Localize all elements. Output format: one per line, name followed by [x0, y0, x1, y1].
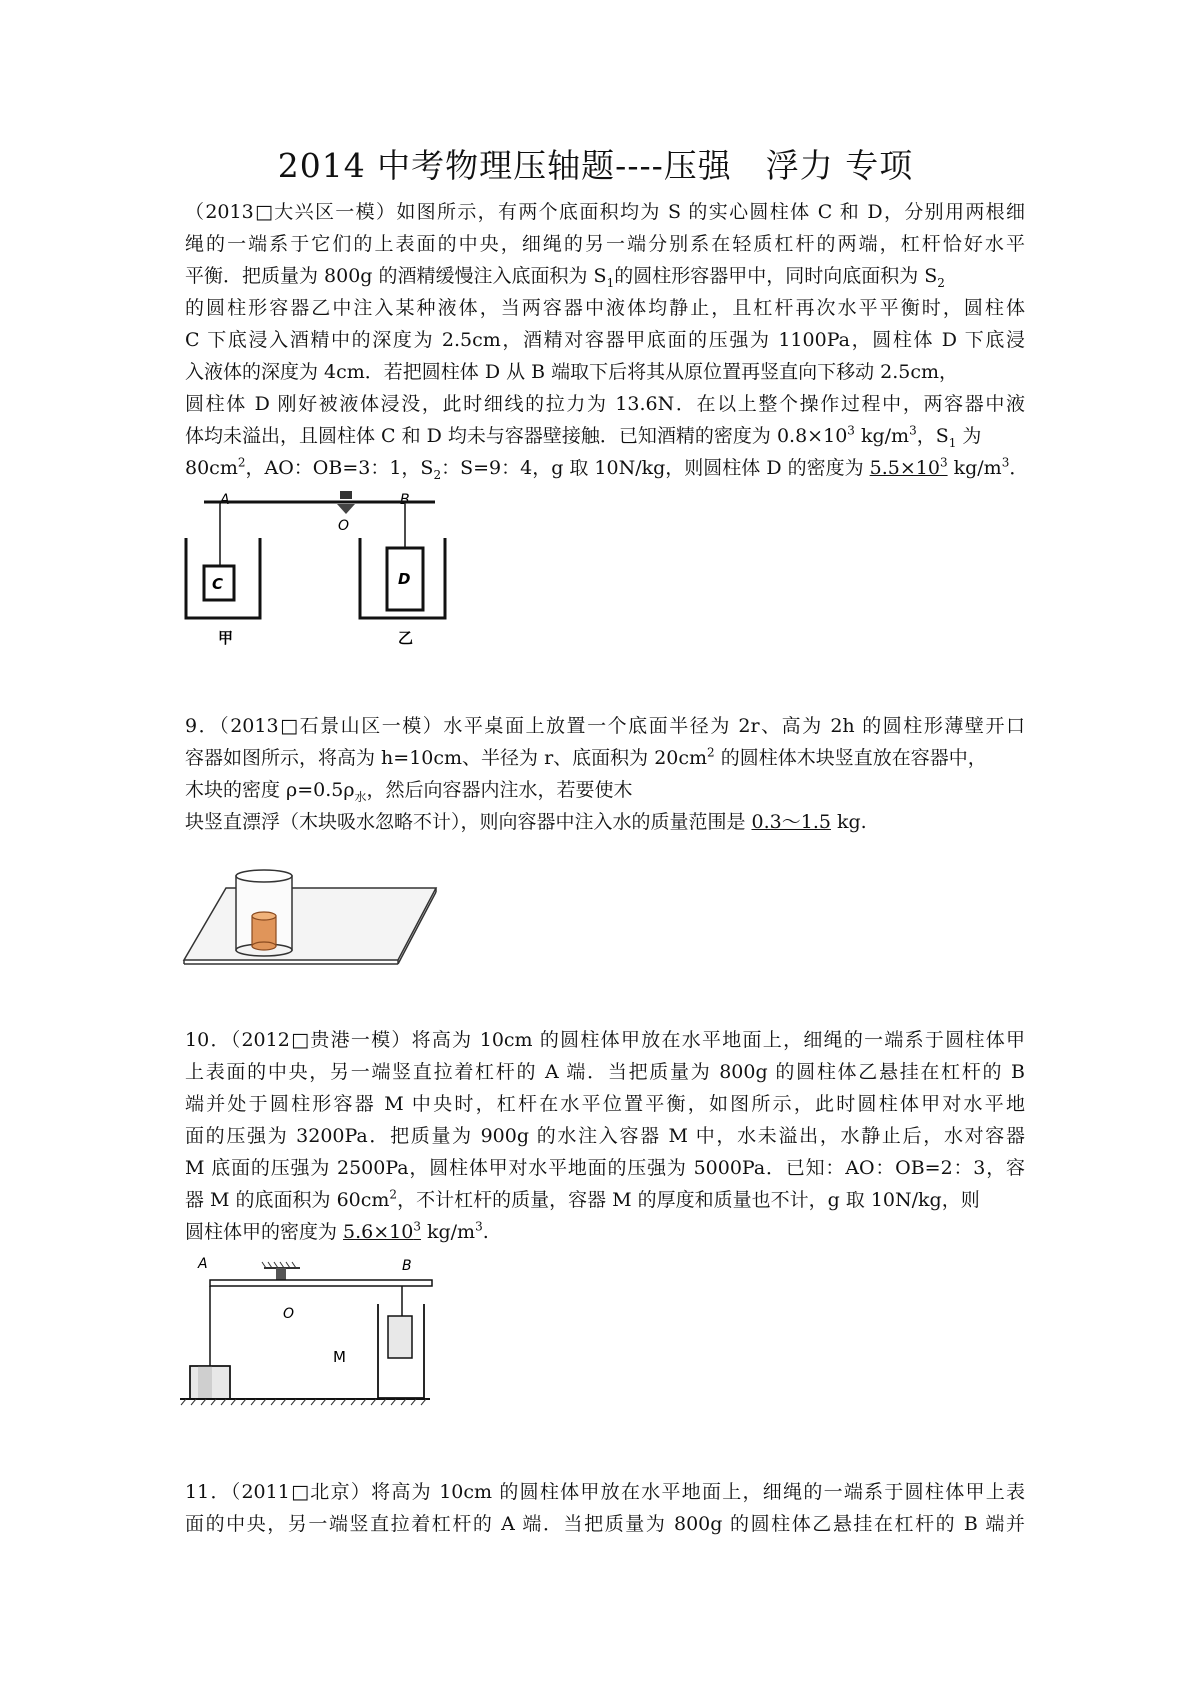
lever-bar	[210, 1280, 432, 1286]
question-9-line-1: 9．（2013□石景山区一模）水平桌面上放置一个底面半径为 2r、高为 2h 的圆柱形薄壁开口	[185, 715, 1025, 737]
answer-blank: 0.3～1.5	[751, 811, 831, 833]
pivot-icon	[276, 1268, 286, 1280]
question-10-line-7: 圆柱体甲的密度为 $5.6\times 10^3$ $kg/m^3$.	[185, 1219, 489, 1243]
question-10-line-2: 上表面的中央，另一端竖直拉着杠杆的 A 端．当把质量为 800g 的圆柱体乙悬挂在杠杆的 B	[185, 1061, 1025, 1083]
question-10-line-3: 端并处于圆柱形容器 M 中央时，杠杆在水平位置平衡，如图所示，此时圆柱体甲对水平地	[185, 1093, 1025, 1115]
label-c: C	[212, 575, 224, 593]
label-o: O	[283, 1306, 295, 1322]
question-11-line-1: 11．（2011□北京）将高为 10cm 的圆柱体甲放在水平地面上，细绳的一端系于圆柱体甲上表	[185, 1481, 1025, 1503]
lever-diagram-q8	[180, 488, 480, 648]
label-d: D	[398, 570, 411, 588]
lever-diagram-q10	[180, 1252, 460, 1407]
question-8-line-6: 入液体的深度为 4cm．若把圆柱体 D 从 B 端取下后将其从原位置再竖直向下移动 2.5cm，	[185, 361, 959, 383]
question-8-line-5: C 下底浸入酒精中的深度为 2.5cm，酒精对容器甲底面的压强为 1100Pa，圆柱体 D 下底浸	[185, 329, 1025, 351]
question-8-line-1: （2013□大兴区一模）如图所示，有两个底面积均为 S 的实心圆柱体 C 和 D，分别用两根细	[185, 201, 1025, 223]
pivot-mount	[340, 491, 352, 499]
question-10-line-4: 面的压强为 3200Pa．把质量为 900g 的水注入容器 M 中，水未溢出，水静止后，水对容器	[185, 1125, 1025, 1147]
label-m: M	[333, 1348, 346, 1366]
question-11-line-2: 面的中央，另一端竖直拉着杠杆的 A 端．当把质量为 800g 的圆柱体乙悬挂在杠杆的 B 端并	[185, 1513, 1025, 1535]
question-10	[185, 1024, 1025, 1248]
page-title: 2014 中考物理压轴题----压强 浮力 专项	[277, 146, 914, 185]
fulcrum-icon	[337, 504, 355, 514]
answer-blank: $5.6\times 10^3$	[343, 1219, 421, 1243]
cylinder-yi	[388, 1316, 412, 1358]
question-10-line-1: 10．（2012□贵港一模）将高为 10cm 的圆柱体甲放在水平地面上，细绳的一端系于圆柱体甲	[185, 1029, 1025, 1051]
container-on-table-q9	[180, 868, 440, 978]
answer-blank: $5.5\times 10^3$	[869, 455, 948, 479]
label-yi: 乙	[398, 629, 414, 647]
question-8-line-8: 体均未溢出，且圆柱体 C 和 D 均未与容器壁接触．已知酒精的密度为 $0.8\times 10^3$ $kg/m^3$，$S_1$ 为	[185, 423, 982, 450]
question-8-line-4: 的圆柱形容器乙中注入某种液体，当两容器中液体均静止，且杠杆再次水平平衡时，圆柱体	[185, 297, 1025, 319]
label-jia: 甲	[218, 629, 234, 647]
question-9-line-3: 木块的密度 $\rho=0.5\rho_水$，然后向容器内注水，若要使木	[185, 779, 633, 804]
question-10-line-6: 器 M 的底面积为 $60cm^2$，不计杠杆的质量，容器 M 的厚度和质量也不计，g 取 10N/kg，则	[185, 1187, 980, 1211]
question-8-line-3: 平衡．把质量为 800g 的酒精缓慢注入底面积为 $S_1$的圆柱形容器甲中，同时向底面积为 $S_2$	[185, 265, 945, 290]
question-9	[185, 710, 1025, 838]
label-o: O	[338, 518, 350, 534]
question-8	[185, 196, 1029, 484]
question-11	[185, 1476, 1025, 1540]
question-8-line-2: 绳的一端系于它们的上表面的中央，细绳的另一端分别系在轻质杠杆的两端，杠杆恰好水平	[185, 233, 1025, 255]
question-8-line-7: 圆柱体 D 刚好被液体浸没，此时细线的拉力为 13.6N．在以上整个操作过程中，两容器中液	[185, 393, 1025, 415]
label-b: B	[400, 492, 410, 508]
label-a: A	[198, 1256, 208, 1272]
question-9-line-4: 块竖直漂浮（木块吸水忽略不计），则向容器中注入水的质量范围是 0.3～1.5 kg.	[185, 811, 867, 833]
question-8-line-9: $80cm^2$，AO：OB=3：1，$S_2$：S=9：4，g 取 10N/kg，则圆柱体 D 的密度为 $5.5\times 10^3$ $kg/m^3$．	[185, 455, 1029, 482]
label-b: B	[402, 1258, 412, 1274]
tabletop	[184, 888, 436, 960]
label-a: A	[220, 492, 230, 508]
question-10-line-5: M 底面的压强为 2500Pa，圆柱体甲对水平地面的压强为 5000Pa．已知：AO：OB=2：3，容	[185, 1157, 1025, 1179]
question-9-line-2: 容器如图所示，将高为 h=10cm、半径为 r、底面积为 $20cm^2$ 的圆柱体木块竖直放在容器中，	[185, 745, 987, 769]
